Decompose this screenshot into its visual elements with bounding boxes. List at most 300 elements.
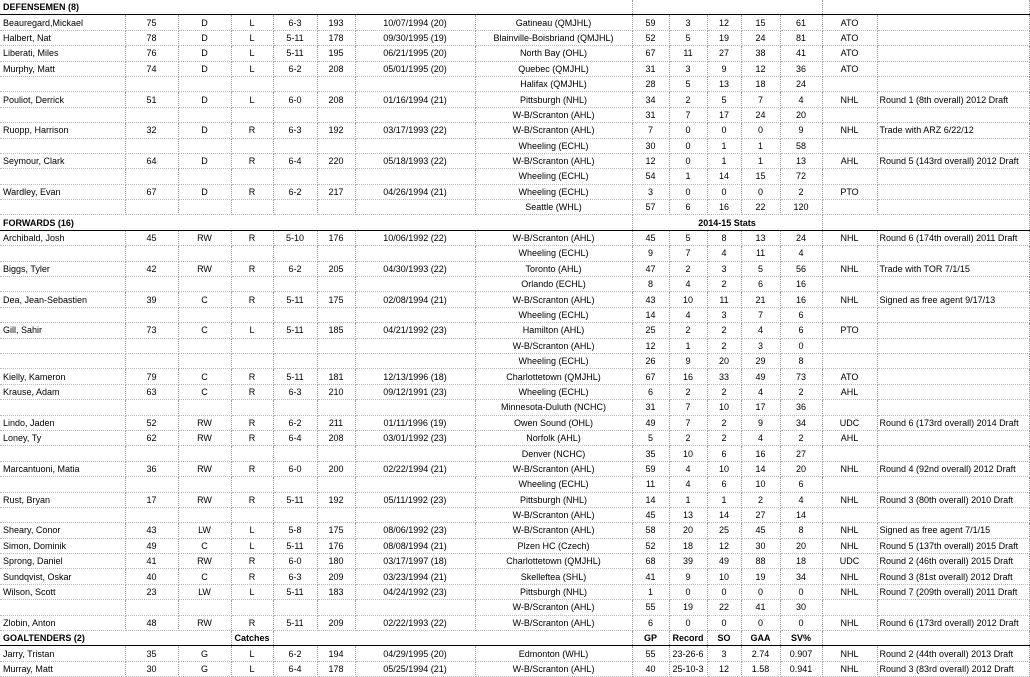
position — [178, 107, 231, 122]
height — [273, 400, 317, 415]
gp: 45 — [632, 230, 669, 245]
section-filler — [822, 215, 1029, 230]
jersey-number — [125, 138, 178, 153]
team: Seattle (WHL) — [475, 200, 632, 215]
birthdate — [355, 307, 475, 322]
player-row — [0, 569, 1029, 584]
pim: 34 — [780, 415, 822, 430]
jersey-number — [125, 246, 178, 261]
goals: 2 — [669, 430, 707, 445]
points: 4 — [741, 430, 780, 445]
gp: 25 — [632, 323, 669, 338]
weight: 217 — [317, 184, 355, 199]
jersey-number: 40 — [125, 569, 178, 584]
pim: 36 — [780, 61, 822, 76]
points: 1 — [741, 138, 780, 153]
contract-status: NHL — [822, 584, 877, 599]
height: 5-11 — [273, 292, 317, 307]
pim: 8 — [780, 353, 822, 368]
birthdate: 09/12/1991 (23) — [355, 384, 475, 399]
acquisition-note: Trade with TOR 7/1/15 — [877, 261, 1029, 276]
player-row — [0, 246, 1029, 261]
points: 3 — [741, 338, 780, 353]
position: RW — [178, 430, 231, 445]
contract-status — [822, 600, 877, 615]
pim: 2 — [780, 384, 822, 399]
birthdate — [355, 600, 475, 615]
goals: 1 — [669, 338, 707, 353]
team: W-B/Scranton (AHL) — [475, 338, 632, 353]
assists: 27 — [707, 46, 741, 61]
assists: 0 — [707, 584, 741, 599]
jersey-number: 30 — [125, 661, 178, 676]
birthdate — [355, 400, 475, 415]
goals: 5 — [669, 76, 707, 91]
player-row — [0, 400, 1029, 415]
player-name — [0, 446, 125, 461]
height — [273, 477, 317, 492]
position: C — [178, 384, 231, 399]
acquisition-note — [877, 246, 1029, 261]
gp: 58 — [632, 523, 669, 538]
gp: 6 — [632, 615, 669, 630]
goals: 5 — [669, 30, 707, 45]
player-row — [0, 15, 1029, 30]
position: D — [178, 153, 231, 168]
birthdate: 03/17/1997 (18) — [355, 554, 475, 569]
assists: 2 — [707, 277, 741, 292]
birthdate — [355, 446, 475, 461]
player-row — [0, 277, 1029, 292]
pim: 58 — [780, 138, 822, 153]
gp: 12 — [632, 153, 669, 168]
acquisition-note — [877, 430, 1029, 445]
jersey-number: 67 — [125, 184, 178, 199]
goals: 0 — [669, 584, 707, 599]
team: W-B/Scranton (AHL) — [475, 230, 632, 245]
goals: 7 — [669, 415, 707, 430]
assists: 3 — [707, 646, 741, 661]
gp: 31 — [632, 107, 669, 122]
birthdate — [355, 507, 475, 522]
player-row — [0, 446, 1029, 461]
assists: 25 — [707, 523, 741, 538]
height: 5-11 — [273, 538, 317, 553]
player-name: Dea, Jean-Sebastien — [0, 292, 125, 307]
shoots: R — [231, 292, 273, 307]
player-name: Murray, Matt — [0, 661, 125, 676]
player-name — [0, 400, 125, 415]
birthdate: 02/22/1994 (21) — [355, 461, 475, 476]
pim: 56 — [780, 261, 822, 276]
height — [273, 600, 317, 615]
birthdate: 04/21/1992 (23) — [355, 323, 475, 338]
player-name: Biggs, Tyler — [0, 261, 125, 276]
height — [273, 76, 317, 91]
height: 6-2 — [273, 261, 317, 276]
player-row — [0, 30, 1029, 45]
height: 5-10 — [273, 230, 317, 245]
jersey-number: 52 — [125, 415, 178, 430]
goals: 4 — [669, 277, 707, 292]
weight: 176 — [317, 230, 355, 245]
contract-status — [822, 507, 877, 522]
team: Pittsburgh (NHL) — [475, 492, 632, 507]
height: 5-11 — [273, 323, 317, 338]
team: Wheeling (ECHL) — [475, 246, 632, 261]
jersey-number: 63 — [125, 384, 178, 399]
position: RW — [178, 615, 231, 630]
player-row — [0, 492, 1029, 507]
player-name: Sheary, Conor — [0, 523, 125, 538]
birthdate: 10/06/1992 (22) — [355, 230, 475, 245]
points: 7 — [741, 307, 780, 322]
pim: 0 — [780, 338, 822, 353]
points: 24 — [741, 30, 780, 45]
contract-status: NHL — [822, 123, 877, 138]
team: Denver (NCHC) — [475, 446, 632, 461]
acquisition-note: Round 3 (83rd overall) 2012 Draft — [877, 661, 1029, 676]
weight: 205 — [317, 261, 355, 276]
player-name — [0, 477, 125, 492]
gp: 3 — [632, 184, 669, 199]
jersey-number: 32 — [125, 123, 178, 138]
contract-status: ATO — [822, 61, 877, 76]
gp: 59 — [632, 461, 669, 476]
height — [273, 338, 317, 353]
weight: 210 — [317, 384, 355, 399]
height — [273, 353, 317, 368]
shoots — [231, 138, 273, 153]
catches-header: Catches — [231, 631, 273, 646]
position — [178, 600, 231, 615]
weight: 180 — [317, 554, 355, 569]
contract-status: NHL — [822, 261, 877, 276]
height: 6-3 — [273, 569, 317, 584]
acquisition-note — [877, 46, 1029, 61]
gp: 7 — [632, 123, 669, 138]
height: 6-3 — [273, 123, 317, 138]
contract-status — [822, 138, 877, 153]
weight — [317, 338, 355, 353]
birthdate: 01/16/1994 (21) — [355, 92, 475, 107]
gp: 31 — [632, 400, 669, 415]
height: 6-2 — [273, 415, 317, 430]
pim: 2 — [780, 430, 822, 445]
gp: 41 — [632, 569, 669, 584]
points: 13 — [741, 230, 780, 245]
jersey-number: 39 — [125, 292, 178, 307]
shoots: R — [231, 430, 273, 445]
position: C — [178, 323, 231, 338]
assists: 12 — [707, 15, 741, 30]
shoots — [231, 507, 273, 522]
pim: 41 — [780, 46, 822, 61]
shoots: L — [231, 15, 273, 30]
jersey-number: 64 — [125, 153, 178, 168]
goals: 10 — [669, 292, 707, 307]
points: 0 — [741, 123, 780, 138]
shoots — [231, 400, 273, 415]
height: 5-11 — [273, 584, 317, 599]
player-row — [0, 107, 1029, 122]
weight — [317, 446, 355, 461]
weight: 183 — [317, 584, 355, 599]
weight: 208 — [317, 92, 355, 107]
shoots — [231, 477, 273, 492]
player-name — [0, 169, 125, 184]
points: 1 — [741, 153, 780, 168]
assists: 6 — [707, 446, 741, 461]
pim: 18 — [780, 554, 822, 569]
weight — [317, 200, 355, 215]
birthdate — [355, 246, 475, 261]
record-header: Record — [669, 631, 707, 646]
goals: 4 — [669, 477, 707, 492]
assists: 9 — [707, 61, 741, 76]
jersey-number: 49 — [125, 538, 178, 553]
section-title: FORWARDS (16) — [0, 215, 632, 230]
goals: 0 — [669, 138, 707, 153]
position — [178, 169, 231, 184]
acquisition-note — [877, 323, 1029, 338]
goals: 4 — [669, 307, 707, 322]
player-name: Krause, Adam — [0, 384, 125, 399]
position: RW — [178, 461, 231, 476]
player-name: Sprong, Daniel — [0, 554, 125, 569]
shoots: R — [231, 153, 273, 168]
team: W-B/Scranton (AHL) — [475, 292, 632, 307]
position: D — [178, 123, 231, 138]
goals: 0 — [669, 123, 707, 138]
contract-status: NHL — [822, 569, 877, 584]
player-row — [0, 615, 1029, 630]
goals: 11 — [669, 46, 707, 61]
gp: 59 — [632, 15, 669, 30]
gp: 12 — [632, 338, 669, 353]
shoots — [231, 353, 273, 368]
jersey-number — [125, 277, 178, 292]
birthdate — [355, 169, 475, 184]
goals: 10 — [669, 446, 707, 461]
points: 27 — [741, 507, 780, 522]
weight: 220 — [317, 153, 355, 168]
acquisition-note — [877, 15, 1029, 30]
jersey-number: 35 — [125, 646, 178, 661]
shoots — [231, 600, 273, 615]
position — [178, 477, 231, 492]
height — [273, 169, 317, 184]
shoots: L — [231, 30, 273, 45]
acquisition-note: Round 5 (143rd overall) 2012 Draft — [877, 153, 1029, 168]
player-row — [0, 338, 1029, 353]
player-row — [0, 230, 1029, 245]
player-name: Halbert, Nat — [0, 30, 125, 45]
team: W-B/Scranton (AHL) — [475, 461, 632, 476]
team: Wheeling (ECHL) — [475, 169, 632, 184]
contract-status: NHL — [822, 92, 877, 107]
gp: 54 — [632, 169, 669, 184]
player-name: Rust, Bryan — [0, 492, 125, 507]
goals: 2 — [669, 384, 707, 399]
gp: 52 — [632, 30, 669, 45]
team: Charlottetown (QMJHL) — [475, 369, 632, 384]
contract-status: NHL — [822, 538, 877, 553]
birthdate — [355, 477, 475, 492]
team: Quebec (QMJHL) — [475, 61, 632, 76]
height — [273, 307, 317, 322]
points: 12 — [741, 61, 780, 76]
player-name: Simon, Dominik — [0, 538, 125, 553]
jersey-number: 48 — [125, 615, 178, 630]
weight: 185 — [317, 323, 355, 338]
pim: 4 — [780, 92, 822, 107]
height — [273, 277, 317, 292]
goals: 2 — [669, 92, 707, 107]
goals: 16 — [669, 369, 707, 384]
weight: 175 — [317, 292, 355, 307]
jersey-number: 73 — [125, 323, 178, 338]
points: 15 — [741, 15, 780, 30]
shoots: L — [231, 646, 273, 661]
gp: 34 — [632, 92, 669, 107]
acquisition-note: Round 5 (137th overall) 2015 Draft — [877, 538, 1029, 553]
section-stats-label: 2014-15 Stats — [632, 215, 822, 230]
team: Pittsburgh (NHL) — [475, 92, 632, 107]
birthdate: 08/06/1992 (23) — [355, 523, 475, 538]
contract-status: AHL — [822, 384, 877, 399]
assists: 2 — [707, 430, 741, 445]
team: W-B/Scranton (AHL) — [475, 615, 632, 630]
gp: 11 — [632, 477, 669, 492]
birthdate: 05/18/1993 (22) — [355, 153, 475, 168]
birthdate: 08/08/1994 (21) — [355, 538, 475, 553]
points: 0 — [741, 615, 780, 630]
weight — [317, 353, 355, 368]
header-filler — [273, 631, 632, 646]
assists: 22 — [707, 600, 741, 615]
gp: 45 — [632, 507, 669, 522]
height: 5-11 — [273, 369, 317, 384]
player-name: Liberati, Miles — [0, 46, 125, 61]
jersey-number: 74 — [125, 61, 178, 76]
contract-status: NHL — [822, 646, 877, 661]
pim: 14 — [780, 507, 822, 522]
goals: 3 — [669, 61, 707, 76]
gp: 6 — [632, 384, 669, 399]
pim: 0 — [780, 584, 822, 599]
points: 4 — [741, 323, 780, 338]
assists: 49 — [707, 554, 741, 569]
gp: 14 — [632, 307, 669, 322]
points: 16 — [741, 446, 780, 461]
points: 1.58 — [741, 661, 780, 676]
player-name — [0, 76, 125, 91]
birthdate: 06/21/1995 (20) — [355, 46, 475, 61]
assists: 33 — [707, 369, 741, 384]
birthdate — [355, 107, 475, 122]
pim: 81 — [780, 30, 822, 45]
goals: 3 — [669, 15, 707, 30]
shoots: L — [231, 92, 273, 107]
player-name — [0, 107, 125, 122]
jersey-number: 36 — [125, 461, 178, 476]
player-name — [0, 338, 125, 353]
assists: 0 — [707, 123, 741, 138]
acquisition-note — [877, 76, 1029, 91]
player-row — [0, 169, 1029, 184]
assists: 16 — [707, 200, 741, 215]
team: W-B/Scranton (AHL) — [475, 153, 632, 168]
player-row — [0, 353, 1029, 368]
player-name: Kielly, Kameron — [0, 369, 125, 384]
weight: 175 — [317, 523, 355, 538]
pim: 4 — [780, 492, 822, 507]
position: C — [178, 569, 231, 584]
height: 5-11 — [273, 46, 317, 61]
team: Toronto (AHL) — [475, 261, 632, 276]
pim: 20 — [780, 538, 822, 553]
goals: 0 — [669, 615, 707, 630]
birthdate: 04/30/1993 (22) — [355, 261, 475, 276]
player-row — [0, 384, 1029, 399]
pim: 8 — [780, 523, 822, 538]
assists: 12 — [707, 661, 741, 676]
weight — [317, 246, 355, 261]
jersey-number — [125, 507, 178, 522]
goals: 7 — [669, 246, 707, 261]
player-name: Zlobin, Anton — [0, 615, 125, 630]
acquisition-note — [877, 169, 1029, 184]
goals: 1 — [669, 492, 707, 507]
team: Skelleftea (SHL) — [475, 569, 632, 584]
jersey-number: 41 — [125, 554, 178, 569]
points: 15 — [741, 169, 780, 184]
points: 11 — [741, 246, 780, 261]
gp: 30 — [632, 138, 669, 153]
pim: 6 — [780, 323, 822, 338]
pim: 61 — [780, 15, 822, 30]
goals: 7 — [669, 107, 707, 122]
weight: 178 — [317, 30, 355, 45]
height: 6-0 — [273, 92, 317, 107]
birthdate — [355, 76, 475, 91]
position: RW — [178, 492, 231, 507]
gp: 47 — [632, 261, 669, 276]
player-name: Gill, Sahir — [0, 323, 125, 338]
weight: 181 — [317, 369, 355, 384]
gp: 5 — [632, 430, 669, 445]
goals: 1 — [669, 169, 707, 184]
weight: 192 — [317, 123, 355, 138]
position — [178, 277, 231, 292]
gp: 9 — [632, 246, 669, 261]
assists: 8 — [707, 230, 741, 245]
height — [273, 507, 317, 522]
player-row — [0, 523, 1029, 538]
position: D — [178, 184, 231, 199]
team: W-B/Scranton (AHL) — [475, 661, 632, 676]
team: Wheeling (ECHL) — [475, 184, 632, 199]
player-name: Sundqvist, Oskar — [0, 569, 125, 584]
team: North Bay (OHL) — [475, 46, 632, 61]
assists: 1 — [707, 492, 741, 507]
shoots — [231, 169, 273, 184]
pim: 30 — [780, 600, 822, 615]
pim: 16 — [780, 277, 822, 292]
player-row — [0, 661, 1029, 676]
shoots — [231, 107, 273, 122]
